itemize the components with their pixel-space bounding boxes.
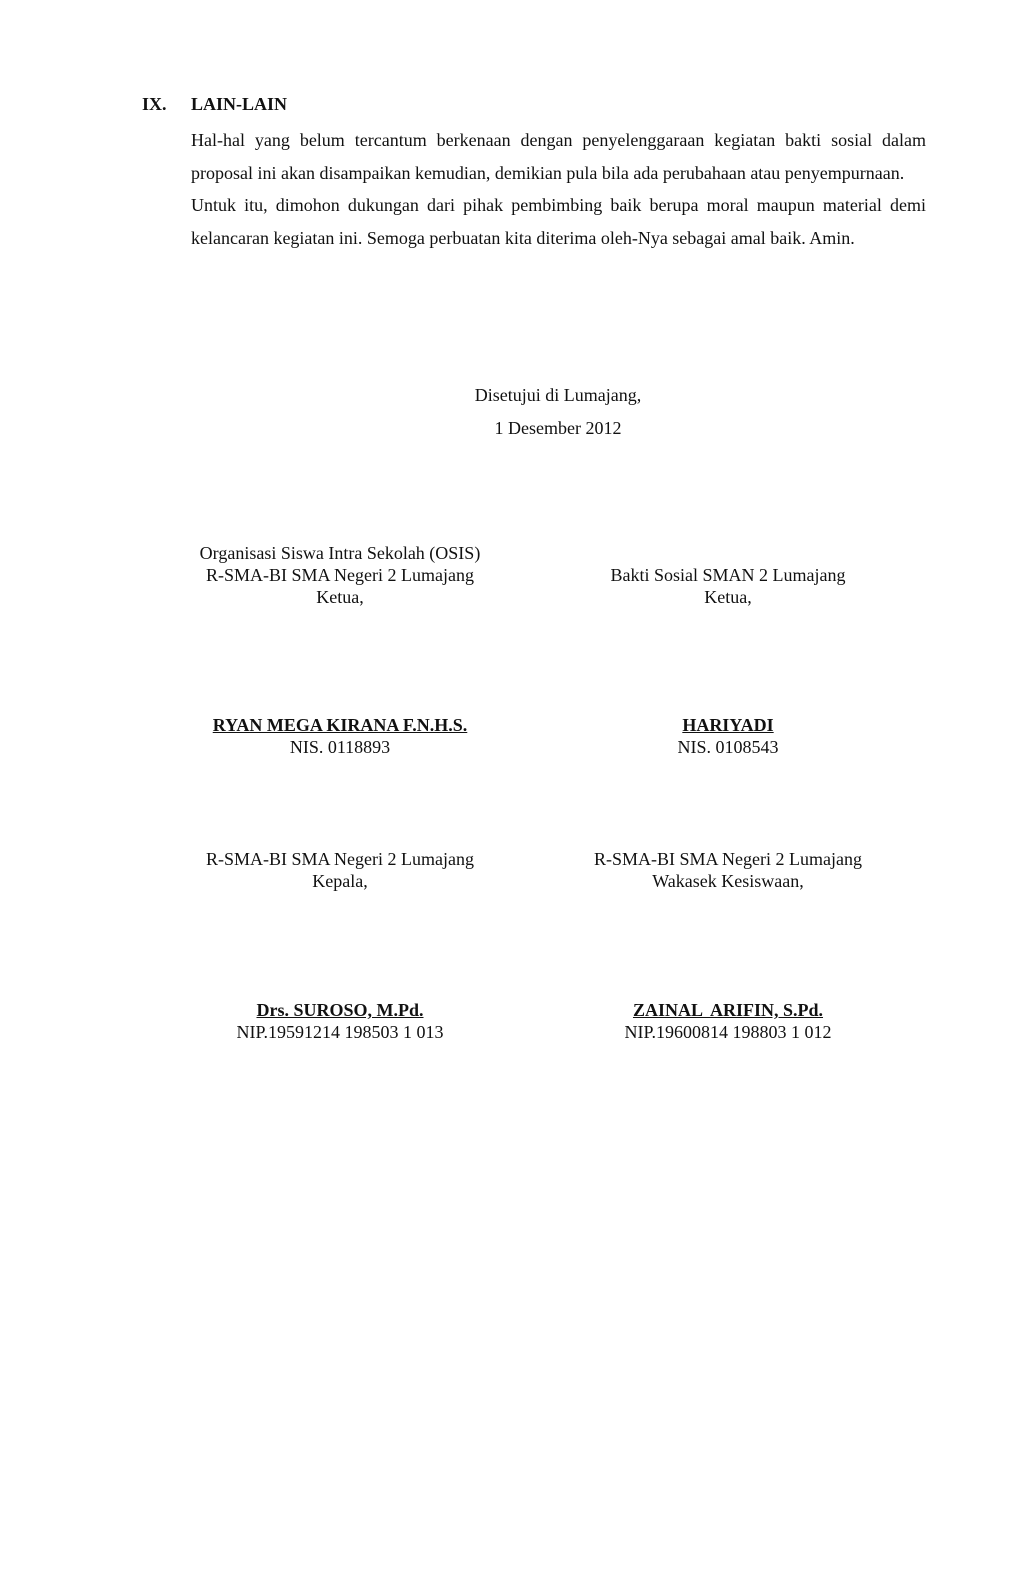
signatory-baksos-name-block: [558, 714, 898, 758]
signatory-org-line: Organisasi Siswa Intra Sekolah (OSIS): [199, 543, 481, 563]
signatory-id: NIP.19600814 198803 1 012: [624, 1022, 832, 1042]
signatory-name: RYAN MEGA KIRANA F.N.H.S.: [212, 715, 468, 735]
signatory-kepala-header: [170, 848, 510, 892]
signatory-wakasek-name-block: [558, 999, 898, 1043]
signatory-wakasek-header: [558, 848, 898, 892]
section-title: LAIN-LAIN: [191, 94, 288, 114]
signatory-name: HARIYADI: [682, 715, 774, 735]
signatory-role: Ketua,: [704, 587, 752, 607]
signatory-osis-header: [170, 542, 510, 608]
signatory-osis-name-block: [170, 714, 510, 758]
signatory-role: Wakasek Kesiswaan,: [652, 871, 804, 891]
signatory-org-line: R-SMA-BI SMA Negeri 2 Lumajang: [594, 849, 862, 869]
signatory-baksos-header: [558, 564, 898, 608]
signatory-id: NIS. 0108543: [677, 737, 779, 757]
approval-place: Disetujui di Lumajang,: [474, 385, 642, 405]
signatory-id: NIP.19591214 198503 1 013: [236, 1022, 444, 1042]
signatory-role: Ketua,: [316, 587, 364, 607]
signatory-org-line: R-SMA-BI SMA Negeri 2 Lumajang: [206, 849, 474, 869]
signatory-name: ZAINAL ARIFIN, S.Pd.: [632, 1000, 824, 1020]
signatory-org-line: Bakti Sosial SMAN 2 Lumajang: [610, 565, 846, 585]
signatory-kepala-name-block: [170, 999, 510, 1043]
paragraph-1: Hal-hal yang belum tercantum berkenaan dengan penyelenggaraan kegiatan bakti sosial dalam proposal ini akan disampaikan kemudian, demikian pula bila ada perubahaan atau penyempurnaan.: [191, 130, 926, 183]
section-body: [191, 124, 926, 254]
signatory-role: Kepala,: [312, 871, 368, 891]
signatory-name: Drs. SUROSO, M.Pd.: [256, 1000, 424, 1020]
section-number: IX.: [142, 94, 167, 114]
signatory-id: NIS. 0118893: [289, 737, 391, 757]
paragraph-2: Untuk itu, dimohon dukungan dari pihak pembimbing baik berupa moral maupun material demi kelancaran kegiatan ini. Semoga perbuatan kita diterima oleh-Nya sebagai amal baik. Amin.: [191, 195, 926, 248]
approval-date: 1 Desember 2012: [494, 418, 622, 438]
signatory-org-line: R-SMA-BI SMA Negeri 2 Lumajang: [206, 565, 474, 585]
